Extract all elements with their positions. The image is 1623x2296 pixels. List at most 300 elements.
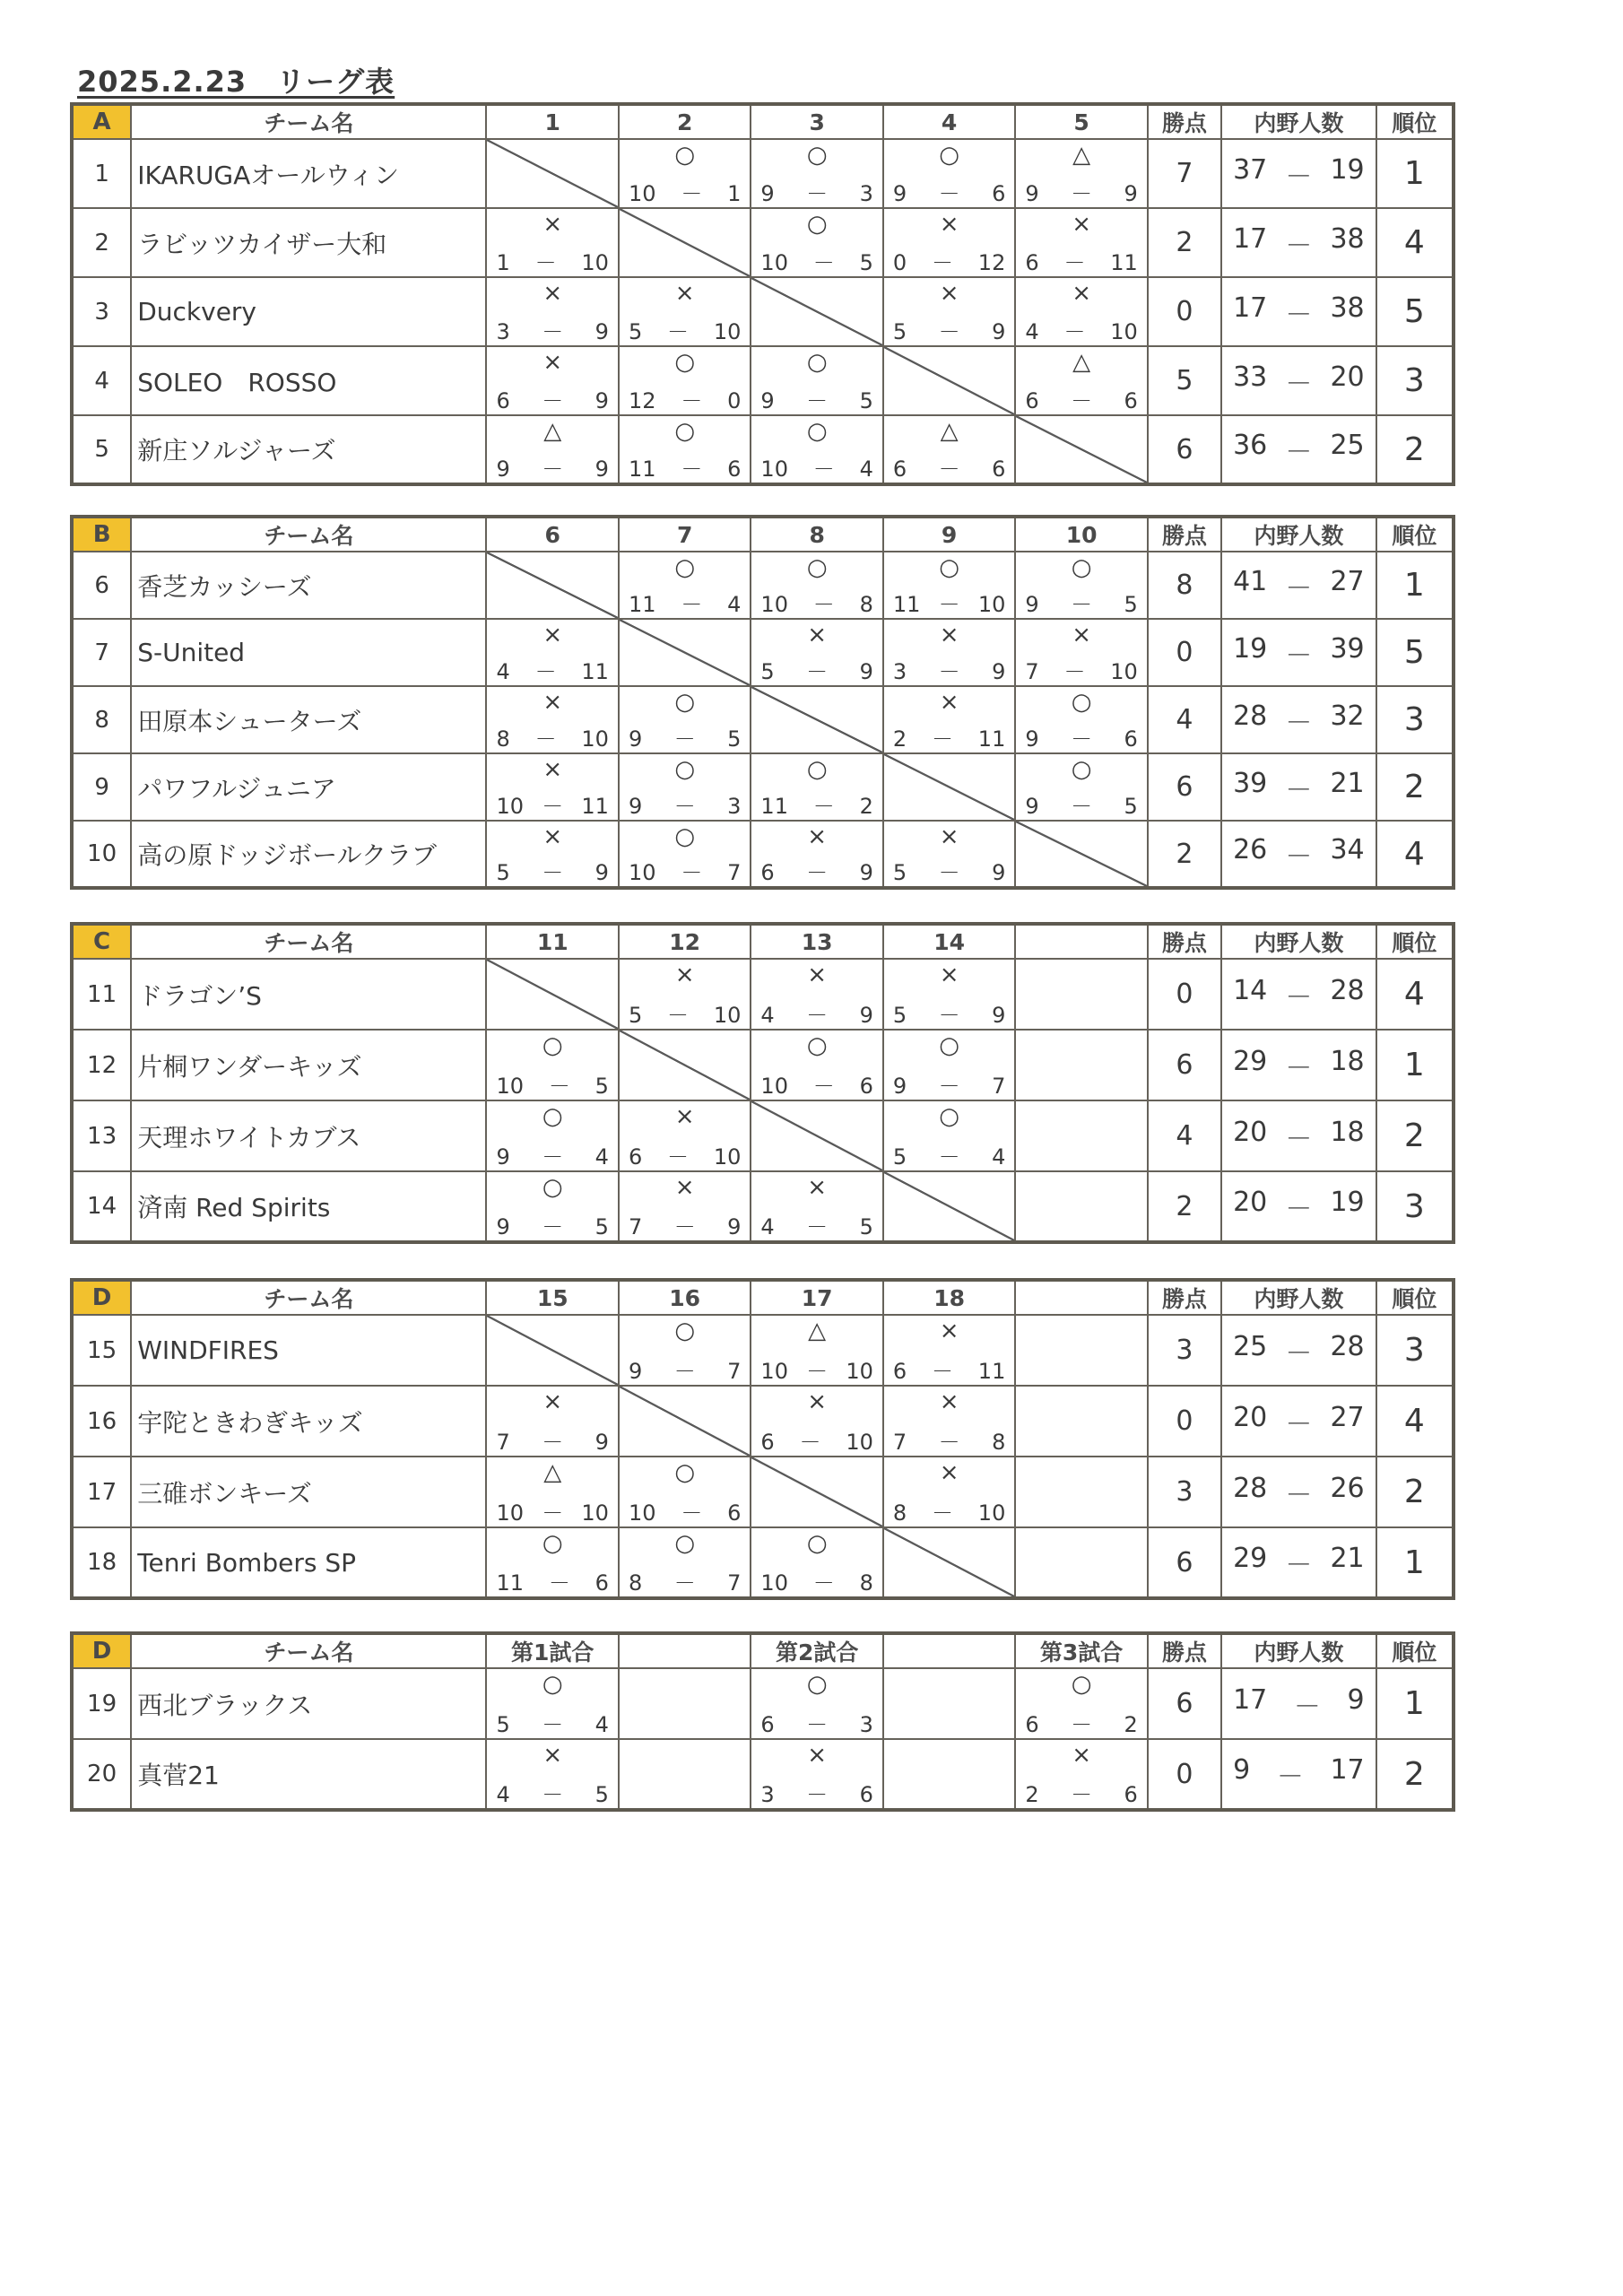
team-score [1221, 139, 1376, 208]
score-against: 18 [1330, 1116, 1365, 1148]
score-against: 20 [1330, 361, 1365, 393]
team-number: 19 [72, 1668, 131, 1739]
match-score [893, 251, 1005, 274]
team-name-header: チーム名 [131, 1280, 486, 1315]
score-total [1222, 633, 1376, 673]
match-score [496, 1431, 608, 1454]
match-result-cell [883, 552, 1015, 619]
match-score [1025, 727, 1137, 751]
team-number: 12 [72, 1030, 131, 1100]
team-number: 20 [72, 1739, 131, 1810]
score-own: 10 [760, 1074, 788, 1099]
match-result-cell [1015, 1030, 1147, 1100]
score-dash: － [812, 592, 835, 617]
team-number: 14 [72, 1171, 131, 1242]
score-opponent: 9 [859, 1003, 873, 1028]
score-own: 10 [760, 592, 788, 617]
team-row [72, 1527, 1454, 1598]
match-result-cell [619, 821, 751, 888]
team-points: 6 [1148, 1527, 1221, 1598]
result-mark: ○ [542, 1103, 563, 1130]
team-score [1221, 1668, 1376, 1739]
score-against: 17 [1330, 1754, 1365, 1786]
match-result-cell [883, 277, 1015, 346]
score-own: 9 [760, 181, 775, 206]
team-rank: 1 [1376, 139, 1454, 208]
score-dash: － [1071, 794, 1093, 819]
self-match-cell [486, 139, 618, 208]
team-row [72, 208, 1454, 277]
match-score [629, 1571, 741, 1595]
team-rank: 1 [1376, 552, 1454, 619]
score-total [1222, 1543, 1376, 1582]
score-own: 8 [892, 1500, 907, 1526]
score-opponent: 10 [713, 319, 742, 344]
score-own: 10 [496, 1500, 525, 1526]
team-score [1221, 277, 1376, 346]
score-dash: － [1285, 1194, 1313, 1225]
result-mark: ○ [939, 554, 959, 581]
result-mark: ○ [542, 1671, 563, 1698]
match-score [629, 593, 741, 616]
match-score [893, 182, 1005, 205]
score-opponent: 5 [859, 1214, 873, 1239]
match-result-cell [619, 552, 751, 619]
result-mark: ○ [939, 1032, 959, 1059]
team-row [72, 139, 1454, 208]
score-dash: － [806, 1214, 829, 1239]
self-match-cell [883, 1171, 1015, 1242]
score-against: 19 [1330, 1187, 1365, 1218]
score-own: 9 [496, 457, 510, 482]
score-opponent: 9 [992, 860, 1006, 885]
score-dash: － [938, 1003, 960, 1028]
match-result-cell [486, 619, 618, 686]
score-for: 19 [1233, 632, 1268, 665]
score-opponent: 8 [859, 1570, 873, 1596]
score-own: 8 [628, 1570, 643, 1596]
team-name-header: チーム名 [131, 924, 486, 959]
match-score [629, 1215, 741, 1239]
result-mark: ○ [674, 823, 696, 850]
team-points: 6 [1148, 1030, 1221, 1100]
score-own: 10 [760, 1570, 788, 1596]
score-dash: － [548, 1570, 570, 1596]
score-opponent: 1 [727, 181, 742, 206]
score-dash: － [931, 1359, 953, 1384]
match-result-cell [751, 1171, 882, 1242]
opponent-column-header: 7 [619, 517, 751, 552]
match-result-cell [619, 686, 751, 753]
score-own: 2 [1025, 1782, 1039, 1807]
result-mark: × [939, 823, 959, 850]
result-mark: × [1072, 280, 1091, 307]
result-mark: ○ [674, 554, 696, 581]
league-table [70, 1278, 1455, 1600]
opponent-column-header: 1 [486, 104, 618, 139]
opponent-column-header: 10 [1015, 517, 1147, 552]
score-dash: － [1285, 981, 1313, 1013]
result-mark: ○ [674, 756, 696, 783]
team-score [1221, 1527, 1376, 1598]
match-score [893, 1431, 1005, 1454]
result-mark: × [542, 349, 563, 376]
score-opponent: 6 [859, 1782, 873, 1807]
match-result-cell [751, 139, 882, 208]
match-result-cell [619, 753, 751, 821]
rank-header: 順位 [1376, 1633, 1454, 1668]
team-name: 香芝カッシーズ [131, 552, 486, 619]
score-opponent: 11 [581, 659, 609, 684]
score-opponent: 9 [595, 1430, 609, 1455]
team-rank: 4 [1376, 1386, 1454, 1457]
score-own: 7 [892, 1430, 907, 1455]
opponent-column-header: 11 [486, 924, 618, 959]
score-dash: － [542, 860, 564, 885]
team-row [72, 1386, 1454, 1457]
match-score [760, 1215, 872, 1239]
score-own: 7 [1025, 659, 1039, 684]
match-score [496, 1571, 608, 1595]
result-mark: × [674, 1174, 695, 1201]
match-result-cell [486, 415, 618, 484]
team-points: 0 [1148, 1739, 1221, 1810]
team-name: 高の原ドッジボールクラブ [131, 821, 486, 888]
match-score [893, 1501, 1005, 1525]
score-dash: － [667, 1144, 690, 1170]
score-for: 29 [1233, 1543, 1268, 1574]
result-mark: ○ [806, 756, 828, 783]
match-score [893, 320, 1005, 344]
team-score [1221, 1739, 1376, 1810]
score-dash: － [1285, 572, 1313, 604]
score-dash: － [1285, 437, 1313, 468]
group-label: A [72, 104, 131, 139]
score-dash: － [667, 319, 690, 344]
result-mark: ○ [674, 1459, 696, 1486]
match-result-cell [1015, 552, 1147, 619]
team-rank: 2 [1376, 415, 1454, 484]
score-dash: － [812, 1074, 835, 1099]
self-match-cell [619, 1030, 751, 1100]
score-opponent: 5 [859, 250, 873, 275]
result-mark: × [674, 961, 695, 988]
result-mark: × [939, 689, 959, 716]
result-mark: ○ [1071, 756, 1092, 783]
team-points: 0 [1148, 619, 1221, 686]
match-score [1025, 389, 1137, 413]
score-total [1222, 1117, 1376, 1156]
team-score [1221, 821, 1376, 888]
team-name: 済南 Red Spirits [131, 1171, 486, 1242]
match-result-cell [751, 552, 882, 619]
score-header: 内野人数 [1221, 1280, 1376, 1315]
match-result-cell [751, 1668, 882, 1739]
score-opponent: 5 [727, 726, 742, 752]
points-header: 勝点 [1148, 517, 1221, 552]
score-opponent: 11 [977, 726, 1006, 752]
result-mark: × [542, 756, 563, 783]
opponent-column-header: 9 [883, 517, 1015, 552]
team-row [72, 753, 1454, 821]
match-result-cell [619, 1668, 751, 1739]
team-name-header: チーム名 [131, 104, 486, 139]
result-mark: △ [1072, 349, 1091, 376]
result-mark: ○ [542, 1174, 563, 1201]
result-mark: ○ [1071, 689, 1092, 716]
match-score [496, 795, 608, 818]
score-dash: － [806, 1782, 829, 1807]
result-mark: ○ [674, 142, 696, 169]
score-dash: － [1063, 319, 1086, 344]
score-against: 38 [1330, 291, 1365, 324]
result-mark: × [807, 1174, 828, 1201]
score-opponent: 4 [595, 1712, 609, 1737]
opponent-column-header: 6 [486, 517, 618, 552]
team-score [1221, 552, 1376, 619]
score-for: 41 [1233, 565, 1268, 597]
team-number: 13 [72, 1100, 131, 1171]
score-own: 5 [892, 319, 907, 344]
score-dash: － [931, 250, 953, 275]
score-for: 20 [1233, 1401, 1268, 1433]
score-opponent: 5 [1124, 592, 1138, 617]
team-rank: 2 [1376, 753, 1454, 821]
self-match-cell [619, 619, 751, 686]
team-score [1221, 1315, 1376, 1386]
team-rank: 4 [1376, 959, 1454, 1030]
team-points: 6 [1148, 415, 1221, 484]
score-dash: － [1285, 230, 1313, 262]
score-dash: － [1285, 368, 1313, 400]
score-for: 25 [1233, 1330, 1268, 1362]
match-result-cell [1015, 1171, 1147, 1242]
score-for: 17 [1233, 1683, 1268, 1716]
score-opponent: 4 [992, 1144, 1006, 1170]
team-rank: 2 [1376, 1457, 1454, 1527]
team-row [72, 1030, 1454, 1100]
match-result-cell [486, 1457, 618, 1527]
team-number: 9 [72, 753, 131, 821]
match-score [760, 861, 872, 884]
team-row [72, 959, 1454, 1030]
score-own: 2 [892, 726, 907, 752]
match-score [1025, 251, 1137, 274]
team-number: 16 [72, 1386, 131, 1457]
score-opponent: 2 [859, 794, 873, 819]
team-points: 0 [1148, 1386, 1221, 1457]
team-name: 西北ブラックス [131, 1668, 486, 1739]
score-dash: － [673, 1214, 696, 1239]
score-opponent: 10 [713, 1144, 742, 1170]
score-own: 11 [760, 794, 788, 819]
score-opponent: 10 [581, 1500, 609, 1526]
score-against: 21 [1330, 767, 1365, 799]
self-match-cell [486, 959, 618, 1030]
match-result-cell [486, 753, 618, 821]
score-total [1222, 1473, 1376, 1512]
score-opponent: 5 [859, 388, 873, 413]
match-score [760, 1004, 872, 1027]
result-mark: ○ [806, 554, 828, 581]
score-for: 17 [1233, 291, 1268, 324]
score-dash: － [1285, 1052, 1313, 1084]
match-score [893, 727, 1005, 751]
score-header: 内野人数 [1221, 104, 1376, 139]
team-points: 5 [1148, 346, 1221, 415]
score-header: 内野人数 [1221, 924, 1376, 959]
team-score [1221, 619, 1376, 686]
opponent-column-header: 14 [883, 924, 1015, 959]
match-result-cell [1015, 1100, 1147, 1171]
match-result-cell [883, 821, 1015, 888]
group-label: D [72, 1280, 131, 1315]
self-match-cell [1015, 821, 1147, 888]
match-score [760, 795, 872, 818]
result-mark: ○ [542, 1530, 563, 1557]
match-score [1025, 795, 1137, 818]
score-dash: － [681, 1500, 703, 1526]
team-row [72, 1100, 1454, 1171]
score-dash: － [542, 457, 564, 482]
opponent-column-header: 18 [883, 1280, 1015, 1315]
match-score [629, 320, 741, 344]
match-score [760, 1713, 872, 1736]
opponent-column-header: 12 [619, 924, 751, 959]
match-score [760, 1571, 872, 1595]
score-opponent: 6 [992, 181, 1006, 206]
score-dash: － [673, 1359, 696, 1384]
league-table [70, 102, 1455, 486]
match-result-cell [619, 277, 751, 346]
score-opponent: 4 [727, 592, 742, 617]
score-own: 11 [628, 592, 656, 617]
team-points: 6 [1148, 1668, 1221, 1739]
result-mark: × [807, 622, 828, 648]
team-score [1221, 959, 1376, 1030]
team-number: 6 [72, 552, 131, 619]
score-for: 28 [1233, 1472, 1268, 1504]
score-total [1222, 292, 1376, 332]
score-against: 21 [1330, 1543, 1365, 1574]
points-header: 勝点 [1148, 1633, 1221, 1668]
score-dash: － [542, 388, 564, 413]
team-name: WINDFIRES [131, 1315, 486, 1386]
score-opponent: 0 [727, 388, 742, 413]
match-score [760, 389, 872, 413]
result-mark: × [807, 1388, 828, 1415]
score-opponent: 10 [1110, 659, 1138, 684]
score-own: 10 [496, 794, 525, 819]
score-dash: － [1071, 1712, 1093, 1737]
score-dash: － [806, 1712, 829, 1737]
match-result-cell [486, 1030, 618, 1100]
match-result-cell [751, 1739, 882, 1810]
team-points: 4 [1148, 686, 1221, 753]
score-opponent: 7 [727, 1570, 742, 1596]
score-against: 38 [1330, 222, 1365, 255]
match-result-cell [883, 1457, 1015, 1527]
score-own: 11 [892, 592, 921, 617]
result-mark: ○ [674, 418, 696, 445]
match-result-cell [883, 1739, 1015, 1810]
match-result-cell [619, 1100, 751, 1171]
score-for: 17 [1233, 222, 1268, 255]
opponent-column-header: 15 [486, 1280, 618, 1315]
match-score [760, 182, 872, 205]
match-result-cell [486, 1386, 618, 1457]
score-for: 20 [1233, 1187, 1268, 1218]
match-result-cell [751, 415, 882, 484]
match-result-cell [751, 346, 882, 415]
self-match-cell [751, 1100, 882, 1171]
score-opponent: 10 [713, 1003, 742, 1028]
match-score [496, 389, 608, 413]
self-match-cell [619, 1386, 751, 1457]
group-label: D [72, 1633, 131, 1668]
score-opponent: 11 [581, 794, 609, 819]
team-number: 11 [72, 959, 131, 1030]
result-mark: × [807, 823, 828, 850]
self-match-cell [1015, 415, 1147, 484]
result-mark: × [542, 823, 563, 850]
match-score [629, 795, 741, 818]
score-for: 14 [1233, 974, 1268, 1006]
match-score [1025, 1783, 1137, 1806]
score-own: 11 [628, 457, 656, 482]
score-dash: － [681, 457, 703, 482]
team-name: 真菅21 [131, 1739, 486, 1810]
team-row [72, 1171, 1454, 1242]
self-match-cell [883, 346, 1015, 415]
score-own: 10 [496, 1074, 525, 1099]
team-points: 8 [1148, 552, 1221, 619]
score-own: 5 [892, 860, 907, 885]
score-opponent: 9 [992, 319, 1006, 344]
score-opponent: 10 [846, 1430, 873, 1455]
result-mark: △ [1072, 142, 1091, 169]
result-mark: × [939, 1459, 959, 1486]
score-own: 4 [760, 1003, 775, 1028]
self-match-cell [883, 753, 1015, 821]
match-result-cell [883, 208, 1015, 277]
league-table [70, 1631, 1455, 1812]
match-score [893, 1145, 1005, 1169]
score-own: 9 [892, 1074, 907, 1099]
score-dash: － [1285, 299, 1313, 331]
score-own: 9 [1025, 726, 1039, 752]
match-score [629, 457, 741, 481]
score-own: 6 [760, 1430, 775, 1455]
score-total [1222, 223, 1376, 263]
result-mark: × [542, 689, 563, 716]
score-opponent: 11 [977, 1359, 1006, 1384]
score-opponent: 3 [859, 1712, 873, 1737]
team-score [1221, 1100, 1376, 1171]
team-number: 8 [72, 686, 131, 753]
match-result-cell [751, 208, 882, 277]
score-for: 9 [1233, 1754, 1251, 1786]
score-dash: － [1285, 841, 1313, 873]
score-own: 9 [628, 794, 643, 819]
match-score [496, 1501, 608, 1525]
match-result-cell [1015, 619, 1147, 686]
score-own: 5 [892, 1144, 907, 1170]
match-result-cell [883, 1668, 1015, 1739]
match-result-cell [486, 1100, 618, 1171]
score-opponent: 6 [1124, 388, 1138, 413]
score-dash: － [548, 1074, 570, 1099]
